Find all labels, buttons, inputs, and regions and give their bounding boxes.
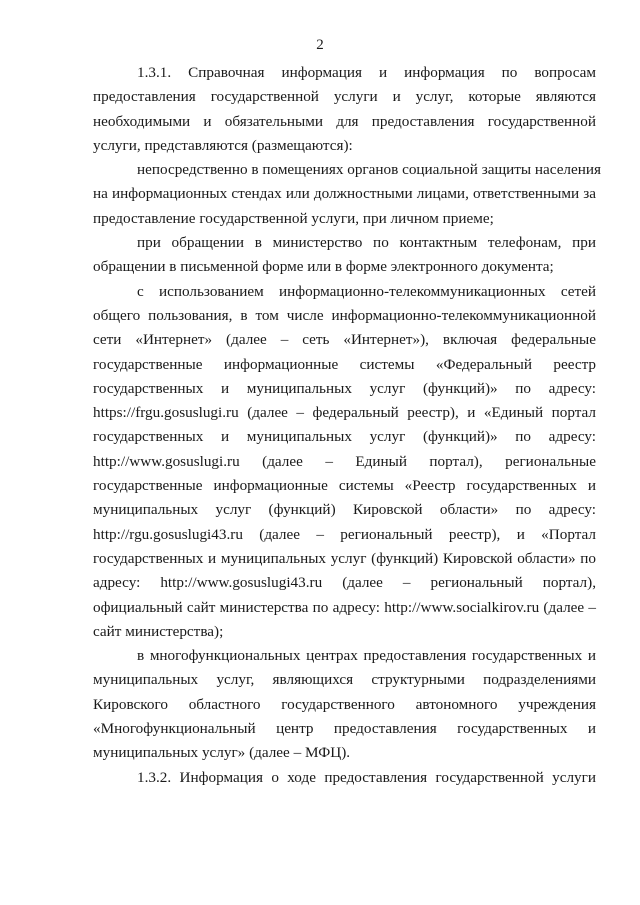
paragraph-phone [93,231,596,280]
text-line: общего пользования, в том числе информационно-телекоммуникационной [93,306,596,324]
text-line: предоставления государственной услуги и услуг, которые являются [93,88,596,106]
text-line: сайт министерства); [93,622,224,640]
text-line: с использованием информационно-телекоммуникационных сетей [137,282,596,300]
text-line: муниципальных услуг» (далее – МФЦ). [93,744,351,762]
text-line: предоставление государственной услуги, при личном приеме; [93,209,494,227]
paragraph-1-3-2 [93,766,596,790]
text-line: обращении в письменной форме или в форме электронного документа; [93,258,554,276]
text-line: сети «Интернет» (далее – сеть «Интернет»), включая федеральные [93,331,596,349]
paragraph-mfc [93,644,596,765]
text-line: 1.3.2. Информация о ходе предоставления государственной услуги [137,768,596,786]
text-line: http://www.gosuslugi.ru (далее – Единый портал), региональные [93,452,596,470]
text-line: муниципальных услуг, являющихся структурными подразделениями [93,671,596,689]
paragraph-direct [93,158,601,231]
page-number: 2 [316,37,324,53]
text-line: непосредственно в помещениях органов социальной защиты населения [137,161,601,179]
text-line: http://rgu.gosuslugi43.ru (далее – региональный реестр), и «Портал [93,525,596,543]
text-line: https://frgu.gosuslugi.ru (далее – федеральный реестр), и «Единый портал [93,404,596,422]
paragraph-1-3-1 [93,61,596,158]
text-line: 1.3.1. Справочная информация и информация по вопросам [137,64,596,81]
text-line: при обращении в министерство по контактным телефонам, при [137,234,596,252]
text-line: официальный сайт министерства по адресу: http://www.socialkirov.ru (далее – [93,598,596,616]
text-line: государственные информационные системы «Федеральный реестр [93,355,596,373]
document-body [93,61,601,790]
paragraph-internet [93,280,596,644]
text-line: услуги, представляются (размещаются): [93,136,353,154]
text-line: государственных и муниципальных услуг (функций)» по адресу: [93,379,596,397]
text-line: на информационных стендах или должностными лицами, ответственными за [93,185,596,203]
text-line: государственные информационные системы «Реестр государственных и [93,477,596,495]
text-line: Кировского областного государственного автономного учреждения [93,695,596,713]
text-line: государственных и муниципальных услуг (функций) Кировской области» по [93,549,596,567]
text-line: адресу: http://www.gosuslugi43.ru (далее – региональный портал), [93,574,596,592]
text-line: «Многофункциональный центр предоставления государственных и [93,720,596,738]
text-line: муниципальных услуг (функций) Кировской области» по адресу: [93,501,596,519]
text-line: в многофункциональных центрах предоставления государственных и [137,647,596,665]
text-line: государственных и муниципальных услуг (функций)» по адресу: [93,428,596,446]
text-line: необходимыми и обязательными для предоставления государственной [93,112,596,130]
